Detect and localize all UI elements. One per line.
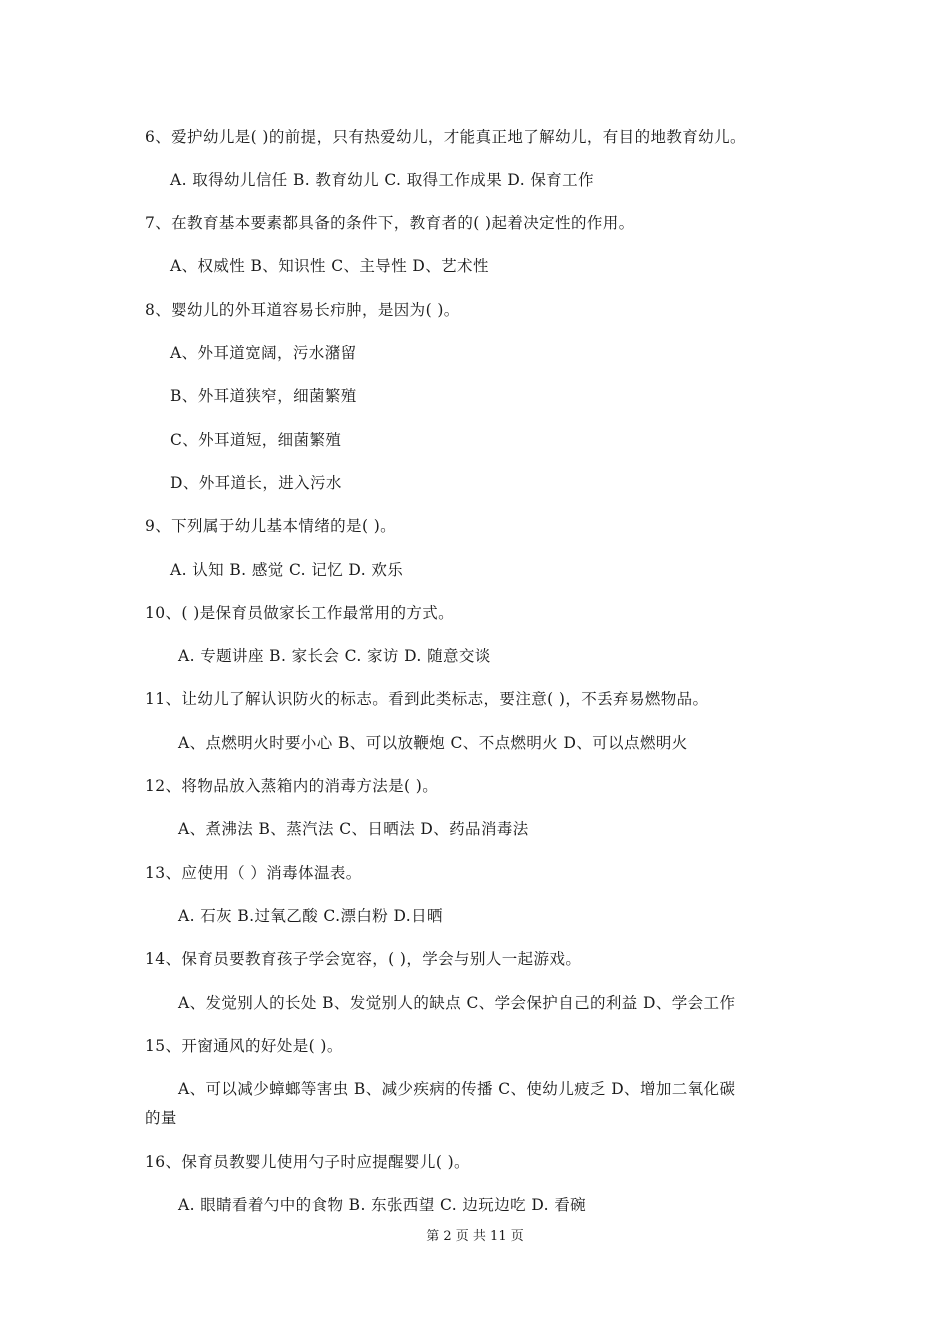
options-10: A. 专题讲座 B. 家长会 C. 家访 D. 随意交谈 [178, 647, 491, 665]
options-13: A. 石灰 B.过氧乙酸 C.漂白粉 D.日晒 [178, 907, 443, 925]
question-12: 12、将物品放入蒸箱内的消毒方法是( )。 [145, 777, 439, 795]
options-16: A. 眼睛看着勺中的食物 B. 东张西望 C. 边玩边吃 D. 看碗 [178, 1196, 587, 1214]
question-6: 6、爱护幼儿是( )的前提，只有热爱幼儿，才能真正地了解幼儿，有目的地教育幼儿。 [145, 128, 746, 146]
option-8d: D、外耳道长，进入污水 [170, 474, 342, 492]
options-15: A、可以减少蟑螂等害虫 B、减少疾病的传播 C、使幼儿疲乏 D、增加二氧化碳 [178, 1080, 736, 1098]
question-8: 8、婴幼儿的外耳道容易长疖肿，是因为( )。 [145, 301, 460, 319]
option-8b: B、外耳道狭窄，细菌繁殖 [170, 387, 357, 405]
options-11: A、点燃明火时要小心 B、可以放鞭炮 C、不点燃明火 D、可以点燃明火 [178, 734, 688, 752]
question-15: 15、开窗通风的好处是( )。 [145, 1037, 343, 1055]
options-9: A. 认知 B. 感觉 C. 记忆 D. 欢乐 [170, 561, 404, 579]
options-6: A. 取得幼儿信任 B. 教育幼儿 C. 取得工作成果 D. 保育工作 [170, 171, 594, 189]
page-footer: 第 2 页 共 11 页 [426, 1229, 524, 1244]
option-8a: A、外耳道宽阔，污水潴留 [170, 344, 357, 362]
options-15-continued: 的量 [145, 1109, 177, 1127]
question-16: 16、保育员教婴儿使用勺子时应提醒婴儿( )。 [145, 1153, 470, 1171]
options-14: A、发觉别人的长处 B、发觉别人的缺点 C、学会保护自己的利益 D、学会工作 [178, 994, 736, 1012]
question-11: 11、让幼儿了解认识防火的标志。看到此类标志，要注意( )，不丢弃易燃物品。 [145, 690, 709, 708]
question-14: 14、保育员要教育孩子学会宽容，( )，学会与别人一起游戏。 [145, 950, 582, 968]
question-10: 10、( )是保育员做家长工作最常用的方式。 [145, 604, 455, 622]
options-7: A、权威性 B、知识性 C、主导性 D、艺术性 [170, 257, 489, 275]
question-13: 13、应使用（ ）消毒体温表。 [145, 864, 362, 882]
question-7: 7、在教育基本要素都具备的条件下，教育者的( )起着决定性的作用。 [145, 214, 635, 232]
option-8c: C、外耳道短，细菌繁殖 [170, 431, 342, 449]
question-9: 9、下列属于幼儿基本情绪的是( )。 [145, 517, 397, 535]
options-12: A、煮沸法 B、蒸汽法 C、日晒法 D、药品消毒法 [178, 820, 529, 838]
